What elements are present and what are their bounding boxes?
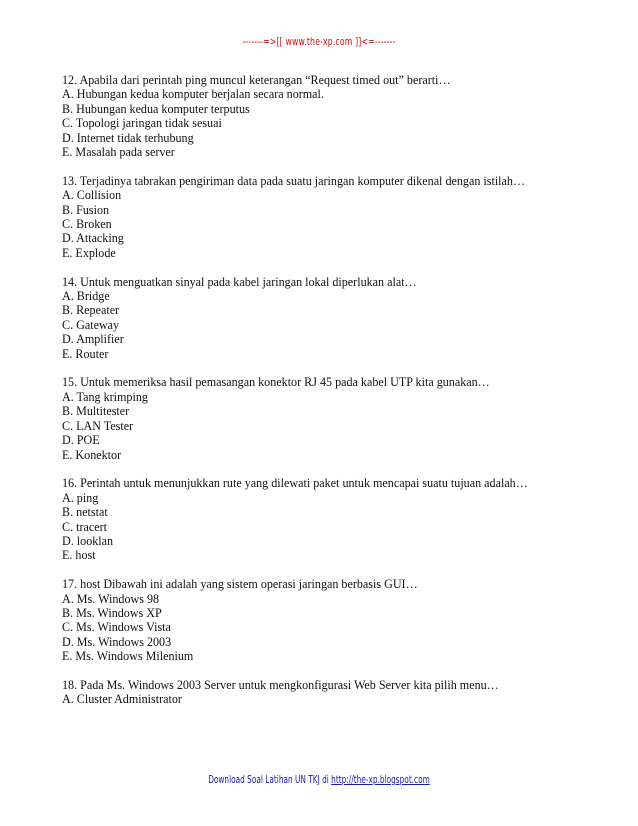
option-a: A. Bridge	[62, 289, 110, 304]
option-c: C. Topologi jaringan tidak sesuai	[62, 116, 222, 131]
option-a: A. Hubungan kedua komputer berjalan secara normal.	[62, 87, 324, 102]
option-d: D. looklan	[62, 533, 114, 548]
page-footer	[70, 774, 568, 786]
option-d: D. Internet tidak terhubung	[62, 130, 194, 145]
option-a: A. Ms. Windows 98	[62, 591, 160, 606]
question-text: 15. Untuk memeriksa hasil pemasangan konektor RJ 45 pada kabel UTP kita gunakan…	[62, 375, 490, 390]
question-13	[62, 174, 582, 260]
option-e: E. Konektor	[62, 447, 122, 462]
option-b: B. Fusion	[62, 202, 110, 217]
question-15	[62, 375, 582, 461]
question-text: 18. Pada Ms. Windows 2003 Server untuk mengkonfigurasi Web Server kita pilih menu…	[62, 677, 499, 692]
option-b: B. netstat	[62, 505, 108, 520]
option-e: E. Router	[62, 346, 109, 361]
question-text: 12. Apabila dari perintah ping muncul keterangan “Request timed out” berarti…	[62, 73, 451, 87]
option-c: C. Gateway	[62, 317, 120, 332]
footer-prefix: Download Soal Latihan UN TKJ di	[208, 774, 332, 786]
option-a: A. Tang krimping	[62, 389, 148, 404]
option-c: C. Ms. Windows Vista	[62, 620, 171, 635]
option-e: E. Explode	[62, 245, 116, 260]
question-17	[62, 577, 582, 663]
option-c: C. Broken	[62, 217, 112, 232]
option-a: A. Cluster Administrator	[62, 692, 182, 707]
question-text: 14. Untuk menguatkan sinyal pada kabel jaringan lokal diperlukan alat…	[62, 274, 417, 289]
option-d: D. Amplifier	[62, 332, 124, 347]
footer-link[interactable]: http://the-xp.blogspot.com	[331, 774, 430, 786]
option-e: E. Masalah pada server	[62, 145, 175, 160]
question-list	[62, 73, 582, 721]
option-b: B. Repeater	[62, 303, 120, 318]
option-c: C. tracert	[62, 519, 107, 534]
option-d: D. POE	[62, 433, 100, 448]
option-b: B. Ms. Windows XP	[62, 605, 162, 620]
option-d: D. Attacking	[62, 231, 124, 246]
question-18	[62, 678, 582, 707]
question-16	[62, 476, 582, 562]
option-b: B. Multitester	[62, 404, 130, 419]
option-a: A. ping	[62, 490, 99, 505]
question-text: 13. Terjadinya tabrakan pengiriman data pada suatu jaringan komputer dikenal dengan istilah…	[62, 173, 526, 188]
option-c: C. LAN Tester	[62, 418, 134, 433]
option-b: B. Hubungan kedua komputer terputus	[62, 101, 250, 116]
question-text: 16. Perintah untuk menunjukkan rute yang dilewati paket untuk mencapai suatu tujuan adalah…	[62, 476, 528, 491]
question-14	[62, 275, 582, 361]
option-d: D. Ms. Windows 2003	[62, 634, 172, 649]
question-12	[62, 73, 582, 159]
option-a: A. Collision	[62, 188, 122, 203]
question-text: 17. host Dibawah ini adalah yang sistem operasi jaringan berbasis GUI…	[62, 577, 418, 592]
option-e: E. host	[62, 548, 96, 563]
option-e: E. Ms. Windows Milenium	[62, 649, 194, 664]
page-header: -------=>[[ www.the-xp.com ]]<=-------	[242, 36, 396, 48]
